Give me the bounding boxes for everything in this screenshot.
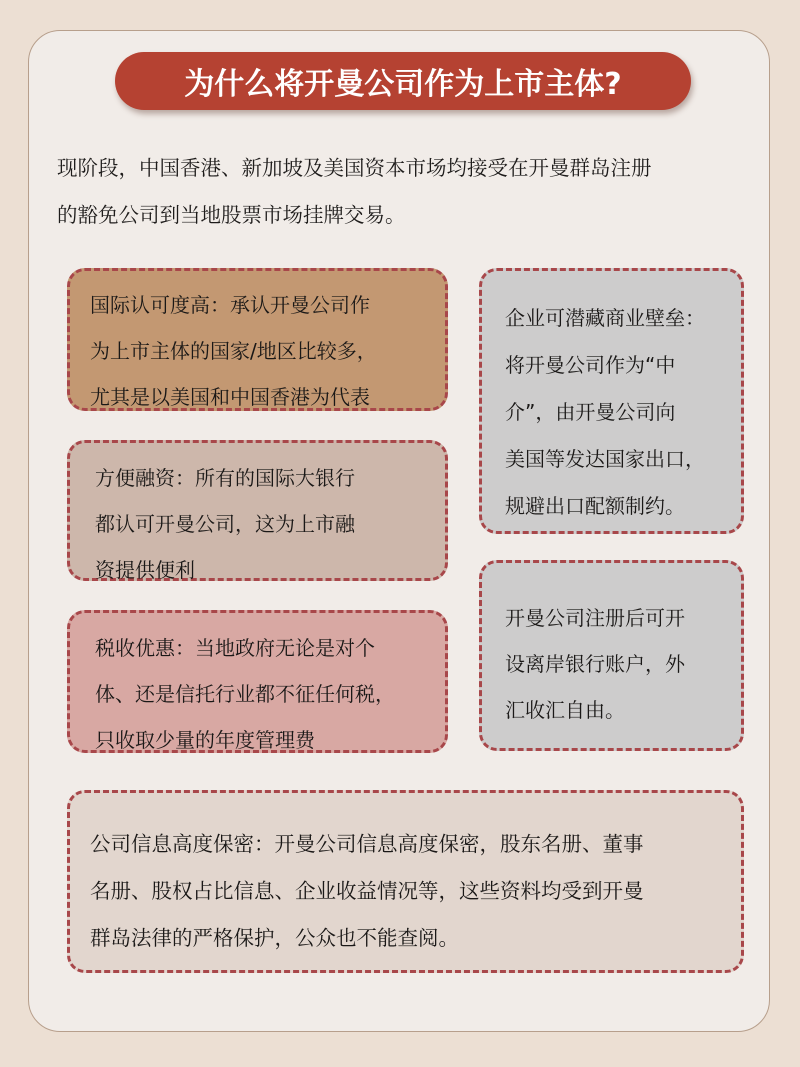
box-line: 都认可开曼公司，这为上市融	[95, 512, 355, 536]
box-line: 设离岸银行账户，外	[505, 652, 685, 676]
info-box-international-recognition	[67, 268, 448, 411]
box-line: 美国等发达国家出口，	[505, 447, 705, 471]
info-box-tax-benefits	[67, 610, 448, 753]
box-line: 企业可潜藏商业壁垒：	[505, 306, 705, 330]
intro-paragraph	[57, 145, 757, 239]
intro-line: 现阶段，中国香港、新加坡及美国资本市场均接受在开曼群岛注册	[57, 156, 652, 180]
box-line: 名册、股权占比信息、企业收益情况等，这些资料均受到开曼	[90, 879, 644, 903]
box-line: 税收优惠：当地政府无论是对个	[95, 636, 375, 660]
info-box-privacy	[67, 790, 744, 973]
box-line: 介”，由开曼公司向	[505, 400, 676, 424]
box-line: 群岛法律的严格保护，公众也不能查阅。	[90, 926, 459, 950]
info-box-trade-barrier	[479, 268, 744, 534]
box-line: 公司信息高度保密：开曼公司信息高度保密，股东名册、董事	[90, 832, 644, 856]
box-line: 体、还是信托行业都不征任何税，	[95, 682, 395, 706]
intro-line: 的豁免公司到当地股票市场挂牌交易。	[57, 203, 406, 227]
box-line: 开曼公司注册后可开	[505, 606, 685, 630]
box-line: 为上市主体的国家/地区比较多，	[90, 339, 377, 363]
info-box-financing	[67, 440, 448, 581]
box-line: 国际认可度高：承认开曼公司作	[90, 293, 370, 317]
box-line: 方便融资：所有的国际大银行	[95, 466, 355, 490]
box-line: 将开曼公司作为“中	[505, 353, 676, 377]
title-banner	[115, 52, 691, 110]
page-title: 为什么将开曼公司作为上市主体?	[184, 67, 622, 102]
box-line: 资提供便利	[95, 558, 195, 582]
box-line: 规避出口配额制约。	[505, 494, 685, 518]
box-line: 尤其是以美国和中国香港为代表	[90, 385, 370, 409]
info-box-offshore-account	[479, 560, 744, 751]
box-line: 只收取少量的年度管理费	[95, 728, 315, 752]
box-line: 汇收汇自由。	[505, 698, 625, 722]
